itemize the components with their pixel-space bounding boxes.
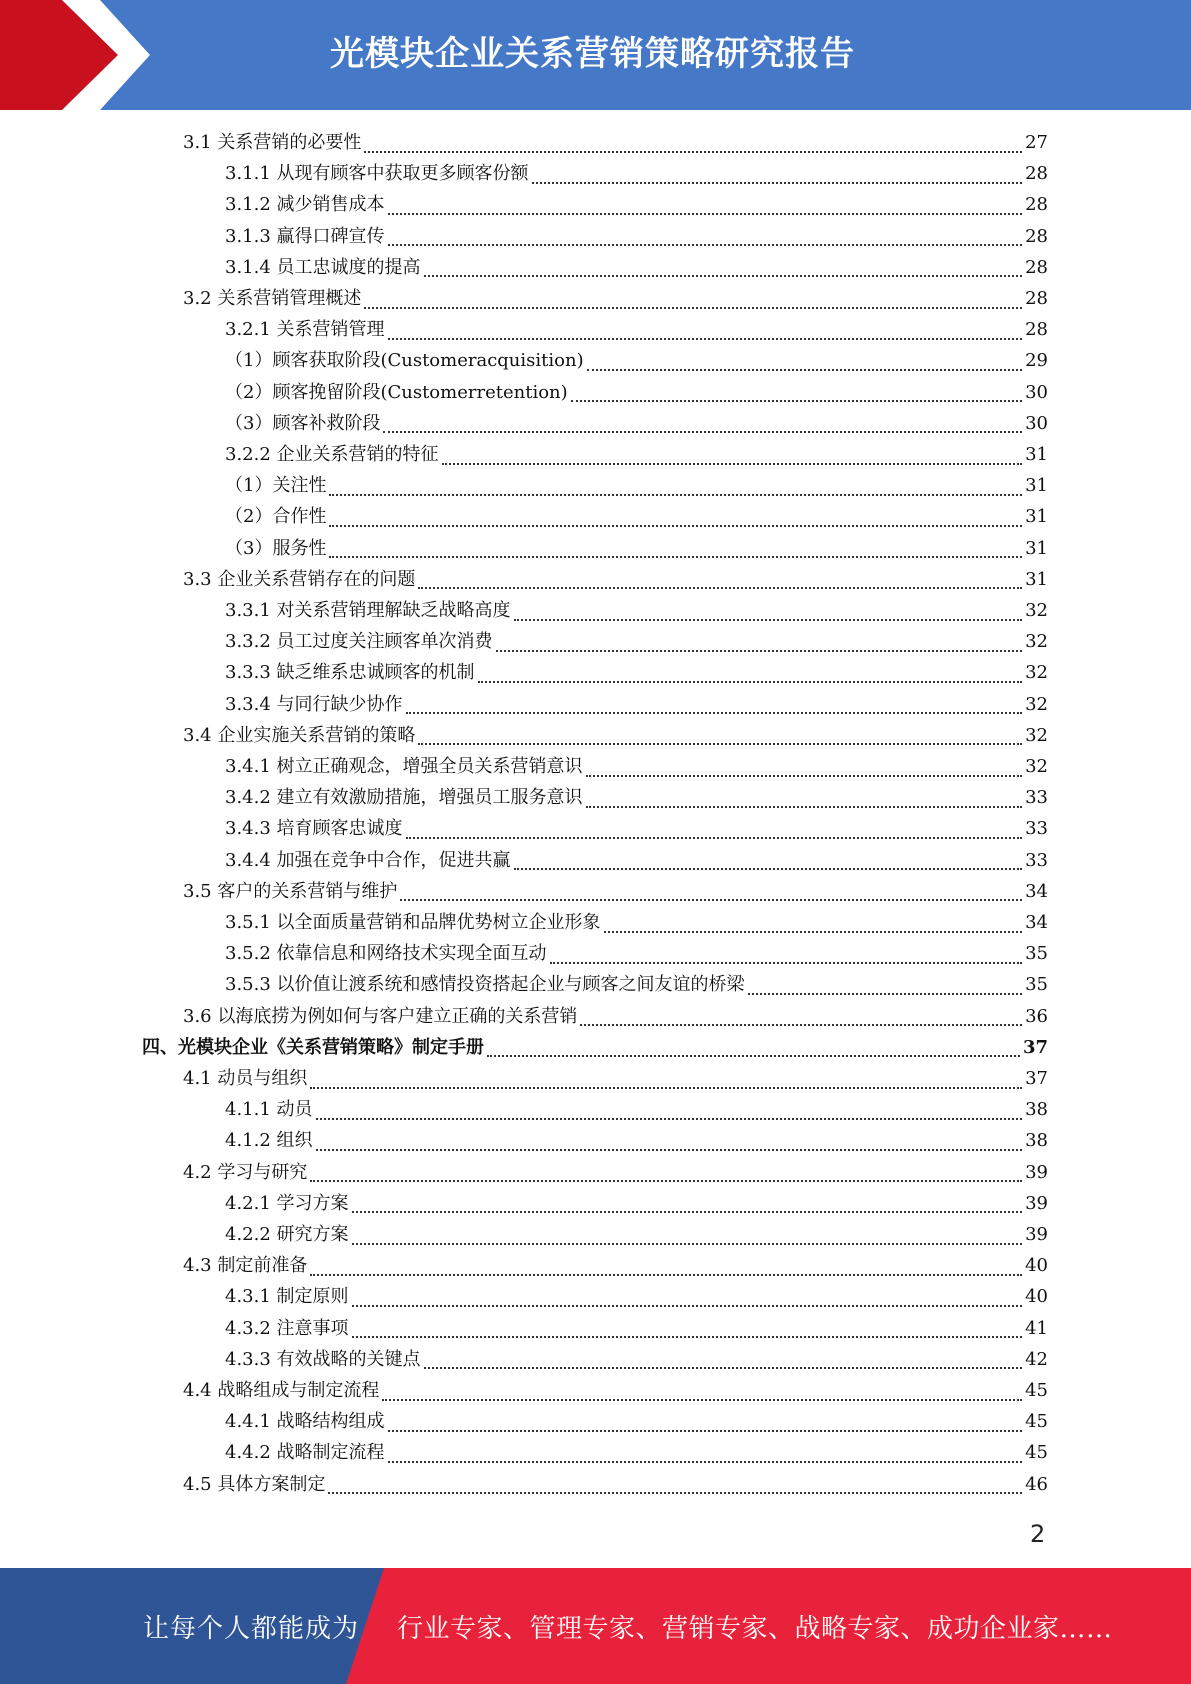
toc-entry-page: 32 (1025, 631, 1048, 653)
toc-entry[interactable] (225, 378, 1048, 408)
toc-entry-title: 4.3 制定前准备 (183, 1255, 308, 1277)
toc-dot-leader (418, 742, 1022, 745)
toc-entry-title: 四、光模块企业《关系营销策略》制定手册 (142, 1036, 484, 1058)
toc-entry[interactable] (225, 752, 1048, 782)
toc-entry[interactable] (183, 1002, 1048, 1032)
toc-entry-title: 3.3.1 对关系营销理解缺乏战略高度 (225, 600, 511, 621)
toc-entry-page: 28 (1025, 163, 1048, 185)
footer-slogan-left: 让每个人都能成为 (143, 1614, 360, 1644)
toc-entry-title: （2）顾客挽留阶段(Customerretention) (225, 381, 568, 403)
toc-entry-page: 39 (1025, 1224, 1048, 1245)
toc-entry-page: 31 (1025, 537, 1048, 559)
toc-entry-title: 4.4.2 战略制定流程 (225, 1442, 385, 1464)
toc-dot-leader (310, 1273, 1022, 1276)
toc-entry-page: 38 (1025, 1130, 1048, 1152)
toc-entry-page: 45 (1025, 1442, 1048, 1464)
toc-entry-page: 41 (1025, 1317, 1048, 1339)
toc-entry-title: 4.2 学习与研究 (183, 1161, 308, 1183)
toc-entry[interactable] (183, 1251, 1048, 1281)
toc-entry-page: 35 (1025, 943, 1048, 965)
toc-entry-page: 40 (1025, 1286, 1048, 1308)
toc-entry-page: 28 (1025, 319, 1048, 341)
toc-entry-page: 30 (1025, 412, 1048, 434)
toc-entry-title: 3.3 企业关系营销存在的问题 (183, 568, 416, 590)
toc-dot-leader (383, 430, 1022, 433)
toc-entry[interactable] (225, 1345, 1048, 1375)
toc-entry-title: 4.4 战略组成与制定流程 (183, 1380, 380, 1401)
toc-entry-title: 3.4.4 加强在竞争中合作，促进共赢 (225, 849, 511, 871)
toc-dot-leader (496, 649, 1023, 652)
toc-dot-leader (388, 1429, 1023, 1432)
toc-dot-leader (424, 1366, 1023, 1369)
toc-entry[interactable] (225, 627, 1048, 657)
toc-entry-title: 3.1.1 从现有顾客中获取更多顾客份额 (225, 163, 529, 185)
footer-slogan-right: 行业专家、管理专家、营销专家、战略专家、成功企业家…… (397, 1614, 1113, 1644)
toc-entry[interactable] (183, 284, 1048, 314)
toc-entry[interactable] (142, 1033, 1048, 1063)
toc-entry[interactable] (225, 315, 1048, 345)
toc-entry-title: （3）服务性 (225, 537, 327, 559)
toc-dot-leader (316, 1148, 1023, 1151)
toc-entry-page: 28 (1025, 194, 1048, 216)
toc-dot-leader (400, 898, 1022, 901)
toc-entry-title: 4.5 具体方案制定 (183, 1473, 326, 1495)
toc-entry[interactable] (225, 1095, 1048, 1125)
toc-entry[interactable] (225, 253, 1048, 283)
toc-entry-page: 31 (1025, 506, 1048, 528)
toc-dot-leader (352, 1335, 1023, 1338)
toc-dot-leader (514, 618, 1023, 621)
toc-entry-title: 3.3.4 与同行缺少协作 (225, 693, 403, 715)
toc-dot-leader (310, 1086, 1022, 1089)
toc-dot-leader (532, 181, 1023, 184)
toc-entry-title: 4.3.1 制定原则 (225, 1286, 349, 1308)
toc-entry-page: 34 (1025, 912, 1048, 933)
toc-entry[interactable] (225, 346, 1048, 376)
toc-entry[interactable] (225, 658, 1048, 688)
toc-dot-leader (487, 1054, 1020, 1057)
toc-entry[interactable] (183, 721, 1048, 751)
toc-dot-leader (329, 555, 1022, 558)
toc-entry[interactable] (183, 128, 1048, 158)
toc-dot-leader (329, 493, 1022, 496)
page-footer (0, 1568, 1191, 1684)
toc-entry-page: 31 (1025, 568, 1048, 590)
page-number: 2 (1030, 1520, 1046, 1548)
toc-entry[interactable] (225, 1407, 1048, 1437)
toc-entry-page: 31 (1025, 475, 1048, 497)
toc-entry[interactable] (225, 596, 1048, 626)
toc-entry[interactable] (183, 1376, 1048, 1406)
toc-entry-title: 3.2 关系营销管理概述 (183, 288, 362, 309)
toc-entry[interactable] (225, 159, 1048, 189)
toc-entry[interactable] (225, 471, 1048, 501)
toc-dot-leader (388, 337, 1023, 340)
toc-entry-page: 33 (1025, 818, 1048, 840)
toc-entry[interactable] (225, 814, 1048, 844)
toc-dot-leader (316, 1117, 1023, 1120)
toc-entry-title: 3.5.3 以价值让渡系统和感情投资搭起企业与顾客之间友谊的桥梁 (225, 974, 745, 996)
toc-entry-title: 3.1.2 减少销售成本 (225, 194, 385, 216)
toc-entry-page: 28 (1025, 256, 1048, 278)
toc-entry-page: 38 (1025, 1099, 1048, 1121)
toc-dot-leader (418, 586, 1022, 589)
toc-entry-title: 3.1.3 赢得口碑宣传 (225, 225, 385, 247)
toc-dot-leader (328, 1491, 1022, 1494)
toc-dot-leader (352, 1242, 1023, 1245)
toc-entry-title: 3.1.4 员工忠诚度的提高 (225, 256, 421, 278)
toc-entry-page: 32 (1025, 756, 1048, 777)
toc-entry-page: 35 (1025, 974, 1048, 996)
toc-entry-title: 4.3.3 有效战略的关键点 (225, 1348, 421, 1370)
toc-entry[interactable] (183, 565, 1048, 595)
toc-entry[interactable] (225, 409, 1048, 439)
toc-entry[interactable] (225, 534, 1048, 564)
toc-entry-page: 32 (1025, 724, 1048, 746)
toc-entry-page: 37 (1022, 1036, 1048, 1058)
toc-dot-leader (604, 930, 1023, 933)
toc-entry[interactable] (225, 1438, 1048, 1468)
toc-entry-title: 3.3.2 员工过度关注顾客单次消费 (225, 631, 493, 653)
toc-entry-page: 45 (1025, 1380, 1048, 1401)
toc-dot-leader (586, 805, 1023, 808)
page-header (0, 0, 1191, 110)
toc-entry-page: 28 (1025, 225, 1048, 247)
toc-dot-leader (364, 150, 1022, 153)
toc-entry-title: 3.4 企业实施关系营销的策略 (183, 724, 416, 746)
toc-entry-title: 3.4.3 培育顾客忠诚度 (225, 818, 403, 840)
toc-entry[interactable] (225, 1126, 1048, 1156)
toc-entry[interactable] (225, 1314, 1048, 1344)
toc-entry[interactable] (183, 877, 1048, 907)
toc-entry-title: 3.1 关系营销的必要性 (183, 132, 362, 153)
toc-dot-leader (388, 243, 1023, 246)
toc-entry-page: 39 (1025, 1161, 1048, 1183)
toc-entry-title: 4.3.2 注意事项 (225, 1317, 349, 1339)
toc-entry-title: 3.3.3 缺乏维系忠诚顾客的机制 (225, 662, 475, 684)
toc-dot-leader (586, 774, 1023, 777)
toc-dot-leader (571, 399, 1022, 402)
toc-entry[interactable] (225, 783, 1048, 813)
toc-entry-title: （1）顾客获取阶段(Customeracquisition) (225, 350, 584, 372)
toc-entry-page: 33 (1025, 849, 1048, 871)
toc-dot-leader (748, 992, 1023, 995)
toc-entry-page: 32 (1025, 600, 1048, 621)
toc-entry[interactable] (183, 1064, 1048, 1094)
toc-entry-page: 28 (1025, 288, 1048, 309)
toc-entry[interactable] (225, 846, 1048, 876)
toc-entry[interactable] (225, 939, 1048, 969)
toc-entry[interactable] (225, 190, 1048, 220)
toc-entry[interactable] (225, 908, 1048, 938)
toc-dot-leader (406, 836, 1023, 839)
toc-entry-page: 32 (1025, 662, 1048, 684)
toc-entry-page: 32 (1025, 693, 1048, 715)
toc-entry[interactable] (225, 1189, 1048, 1219)
toc-entry-page: 39 (1025, 1192, 1048, 1214)
toc-entry[interactable] (225, 1220, 1048, 1250)
document-title: 光模块企业关系营销策略研究报告 (330, 34, 855, 74)
toc-entry-title: 3.2.2 企业关系营销的特征 (225, 444, 439, 465)
toc-entry[interactable] (225, 502, 1048, 532)
toc-entry-page: 37 (1025, 1068, 1048, 1089)
toc-entry-title: （1）关注性 (225, 475, 327, 497)
toc-entry[interactable] (183, 1158, 1048, 1188)
toc-entry-page: 30 (1025, 381, 1048, 403)
toc-entry[interactable] (183, 1470, 1048, 1500)
toc-dot-leader (352, 1210, 1023, 1213)
toc-entry-title: 3.5.1 以全面质量营销和品牌优势树立企业形象 (225, 912, 601, 933)
toc-entry-title: （3）顾客补救阶段 (225, 412, 381, 434)
toc-entry-page: 34 (1025, 880, 1048, 902)
toc-dot-leader (388, 1460, 1023, 1463)
toc-entry-title: 4.1.1 动员 (225, 1099, 313, 1121)
toc-entry-title: 3.4.2 建立有效激励措施，增强员工服务意识 (225, 787, 583, 809)
toc-entry-page: 45 (1025, 1411, 1048, 1433)
toc-entry-page: 36 (1025, 1005, 1048, 1027)
toc-dot-leader (329, 524, 1022, 527)
toc-entry[interactable] (225, 690, 1048, 720)
toc-dot-leader (587, 368, 1023, 371)
toc-dot-leader (406, 711, 1023, 714)
toc-entry-title: 4.2.2 研究方案 (225, 1224, 349, 1245)
toc-dot-leader (478, 680, 1023, 683)
toc-entry-page: 33 (1025, 787, 1048, 809)
toc-dot-leader (382, 1398, 1022, 1401)
toc-entry-title: （2）合作性 (225, 506, 327, 528)
toc-dot-leader (442, 462, 1023, 465)
toc-entry-page: 40 (1025, 1255, 1048, 1277)
toc-entry[interactable] (225, 970, 1048, 1000)
toc-entry-title: 3.6 以海底捞为例如何与客户建立正确的关系营销 (183, 1005, 578, 1027)
toc-entry-title: 3.2.1 关系营销管理 (225, 319, 385, 341)
toc-entry-page: 46 (1025, 1473, 1048, 1495)
toc-dot-leader (550, 961, 1023, 964)
toc-entry-page: 42 (1025, 1348, 1048, 1370)
toc-entry-page: 27 (1025, 132, 1048, 153)
toc-dot-leader (352, 1304, 1023, 1307)
toc-entry-title: 4.4.1 战略结构组成 (225, 1411, 385, 1433)
toc-entry[interactable] (225, 1282, 1048, 1312)
toc-entry-title: 4.2.1 学习方案 (225, 1192, 349, 1214)
toc-entry-title: 3.5.2 依靠信息和网络技术实现全面互动 (225, 943, 547, 965)
toc-dot-leader (388, 212, 1023, 215)
toc-entry-title: 4.1 动员与组织 (183, 1068, 308, 1089)
toc-dot-leader (424, 274, 1023, 277)
toc-entry[interactable] (225, 222, 1048, 252)
toc-entry-page: 31 (1025, 444, 1048, 465)
toc-dot-leader (514, 867, 1023, 870)
toc-dot-leader (580, 1023, 1022, 1026)
toc-entry[interactable] (225, 440, 1048, 470)
toc-entry-page: 29 (1025, 350, 1048, 372)
toc-dot-leader (310, 1179, 1022, 1182)
toc-dot-leader (364, 306, 1022, 309)
toc-entry-title: 3.5 客户的关系营销与维护 (183, 880, 398, 902)
toc-entry-title: 4.1.2 组织 (225, 1130, 313, 1152)
toc-entry-title: 3.4.1 树立正确观念，增强全员关系营销意识 (225, 756, 583, 777)
